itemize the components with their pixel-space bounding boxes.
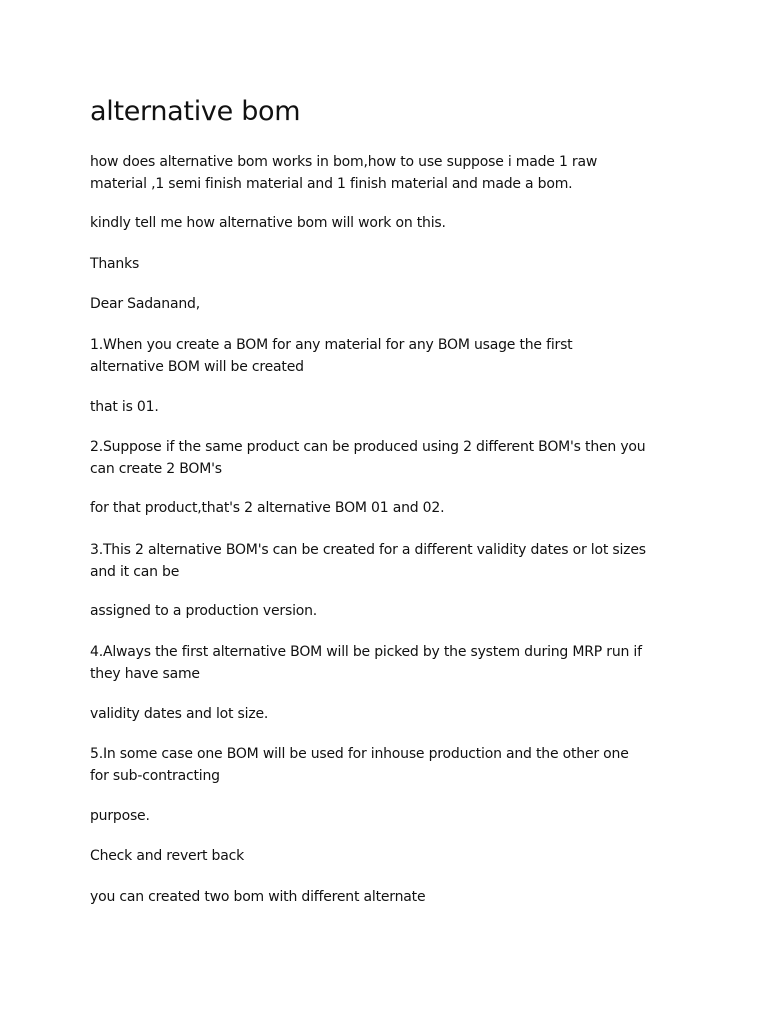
document-title: alternative bom <box>90 96 301 127</box>
paragraph-point-5: 5.In some case one BOM will be used for inhouse production and the other one for sub-contracting <box>90 746 629 784</box>
paragraph-point-3: 3.This 2 alternative BOM's can be created for a different validity dates or lot sizes and it can be <box>90 542 646 580</box>
paragraph-point-4: 4.Always the first alternative BOM will be picked by the system during MRP run if they have same <box>90 644 642 682</box>
paragraph-point-1-cont: that is 01. <box>90 399 159 415</box>
paragraph-point-2-cont: for that product,that's 2 alternative BOM 01 and 02. <box>90 500 445 516</box>
paragraph-point-5-cont: purpose. <box>90 808 150 824</box>
paragraph-point-4-cont: validity dates and lot size. <box>90 706 269 722</box>
paragraph-greeting: Dear Sadanand, <box>90 296 200 312</box>
paragraph-point-2: 2.Suppose if the same product can be produced using 2 different BOM's then you can create 2 BOM's <box>90 439 646 477</box>
paragraph-closing: Check and revert back <box>90 848 245 864</box>
paragraph-question: how does alternative bom works in bom,how to use suppose i made 1 raw material ,1 semi finish material and 1 finish material and made a bom. <box>90 154 598 192</box>
paragraph-reply: you can created two bom with different alternate <box>90 889 426 905</box>
paragraph-request: kindly tell me how alternative bom will work on this. <box>90 215 446 231</box>
paragraph-point-1: 1.When you create a BOM for any material for any BOM usage the first alternative BOM will be created <box>90 337 573 375</box>
paragraph-point-3-cont: assigned to a production version. <box>90 603 318 619</box>
paragraph-thanks: Thanks <box>90 256 140 272</box>
